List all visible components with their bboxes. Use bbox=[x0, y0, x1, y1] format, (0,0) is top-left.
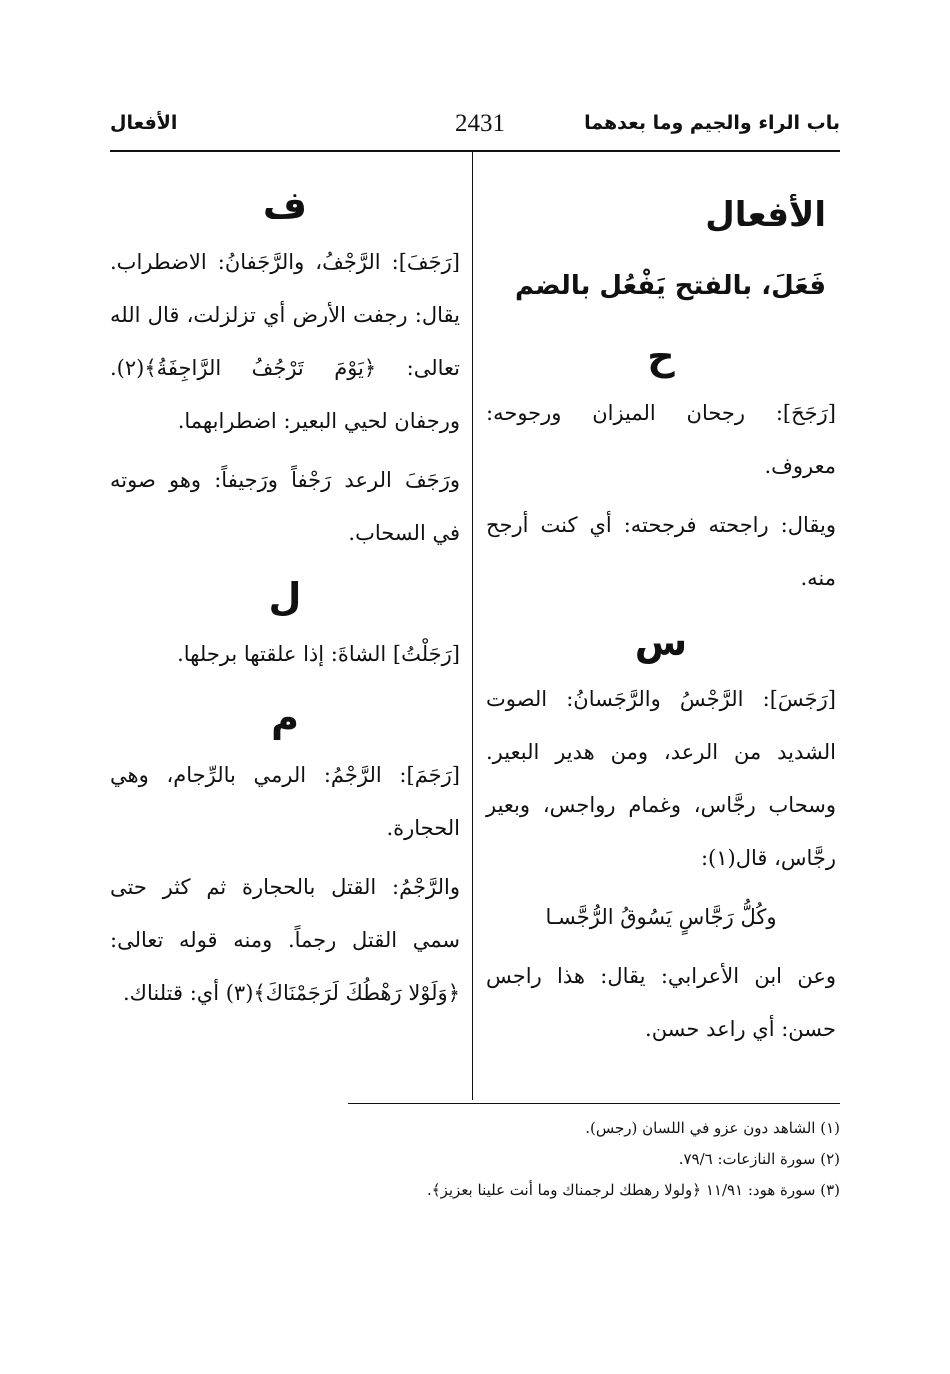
page-number: 2431 bbox=[455, 110, 505, 137]
right-column bbox=[486, 185, 836, 1062]
letter-heading-ha: ح bbox=[647, 334, 675, 378]
entry-rajaf: [رَجَفَ]: الرَّجْفُ، والرَّجَفانُ: الاضطراب. يقال: رجفت الأرض أي تزلزلت، قال الله تعالى: ﴿يَوْمَ تَرْجُفُ الرَّاجِفَةُ﴾(٢). ورجفان لحيي البعير: اضطرابهما. bbox=[110, 250, 460, 433]
letter-heading-sin: س bbox=[634, 620, 688, 664]
footnote-2: (٢) سورة النازعات: ٧٩/٦. bbox=[678, 1150, 840, 1168]
entry-rajah-continued: ويقال: راجحته فرجحته: أي كنت أرجح منه. bbox=[486, 513, 836, 590]
footnote-3: (٣) سورة هود: ١١/٩١ ﴿ولولا رهطك لرجمناك وما أنت علينا بعزيز﴾. bbox=[427, 1181, 840, 1199]
footnote-rule bbox=[348, 1103, 840, 1104]
entry-rajas-continued: وعن ابن الأعرابي: يقال: هذا راجس حسن: أي راعد حسن. bbox=[486, 964, 836, 1041]
letter-heading-mim: م bbox=[271, 696, 299, 740]
running-header bbox=[110, 108, 840, 148]
column-divider bbox=[472, 152, 473, 1100]
header-rule bbox=[110, 150, 840, 152]
column-title: الأفعال bbox=[705, 195, 826, 235]
section-title: الأفعال bbox=[110, 112, 178, 134]
verb-pattern-heading: فَعَلَ، بالفتح يَفْعُل بالضم bbox=[515, 271, 826, 301]
entry-rajam-continued: والرَّجْمُ: القتل بالحجارة ثم كثر حتى سمي القتل رجماً. ومنه قوله تعالى: ﴿وَلَوْلا رَهْطُكَ لَرَجَمْنَاكَ﴾(٣) أي: قتلناك. bbox=[110, 875, 460, 1005]
poetry-verse: وكُلُّ رَجَّاسٍ يَسُوقُ الرُّجَّسـا bbox=[545, 905, 777, 929]
footnotes bbox=[240, 1113, 840, 1206]
entry-rajah: [رَجَحَ]: رجحان الميزان ورجوحه: معروف. bbox=[486, 401, 836, 478]
entry-rajas: [رَجَسَ]: الرَّجْسُ والرَّجَسانُ: الصوت الشديد من الرعد، ومن هدير البعير. وسحاب رجَّاس، وغمام رواجس، وبعير رجَّاس، قال(١): bbox=[486, 687, 836, 870]
entry-rajam: [رَجَمَ]: الرَّجْمُ: الرمي بالرِّجام، وهي الحجارة. bbox=[110, 763, 460, 840]
entry-rajal: [رَجَلْتُ] الشاةَ: إذا علقتها برجلها. bbox=[177, 642, 460, 666]
entry-rajaf-continued: ورَجَفَ الرعد رَجْفاً ورَجيفاً: وهو صوته في السحاب. bbox=[110, 468, 460, 545]
letter-heading-lam: ل bbox=[268, 575, 302, 619]
left-column bbox=[110, 170, 460, 1026]
letter-heading-fa: ف bbox=[262, 183, 308, 227]
footnote-1: (١) الشاهد دون عزو في اللسان (رجس). bbox=[585, 1119, 840, 1137]
chapter-title: باب الراء والجيم وما بعدهما bbox=[584, 112, 840, 134]
